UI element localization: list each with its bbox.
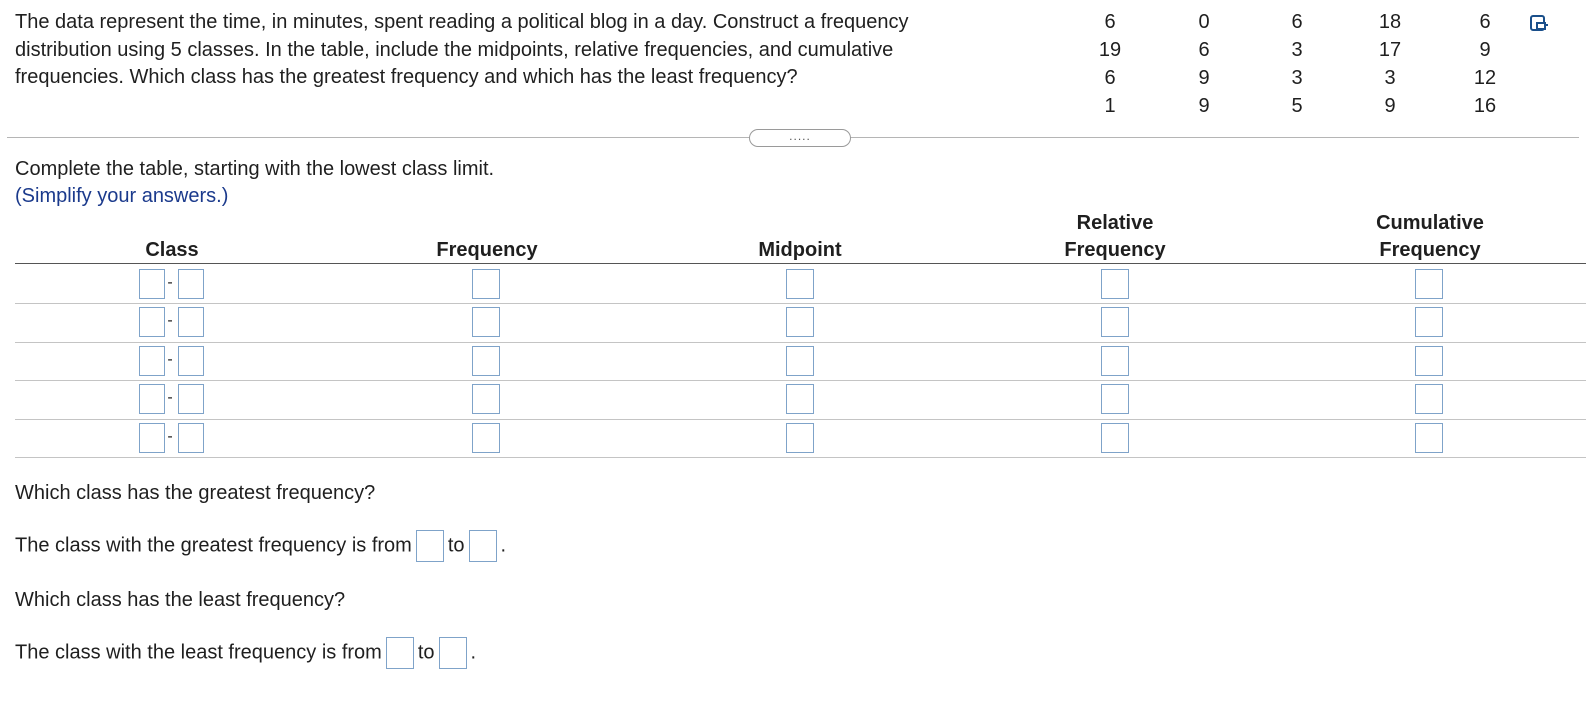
problem-statement	[15, 9, 1015, 92]
class-separator: -	[167, 351, 173, 368]
midpoint-input[interactable]	[786, 346, 814, 376]
data-value: 6	[1104, 11, 1116, 33]
cumulative-frequency-input[interactable]	[1415, 384, 1443, 414]
frequency-input[interactable]	[472, 384, 500, 414]
data-value: 19	[1098, 39, 1122, 61]
data-value: 16	[1473, 95, 1497, 117]
relative-frequency-input[interactable]	[1101, 269, 1129, 299]
data-column-1	[1080, 8, 1140, 120]
cumulative-frequency-input[interactable]	[1415, 307, 1443, 337]
data-value: 6	[1291, 11, 1303, 33]
class-lower-limit-input[interactable]	[139, 423, 165, 453]
cumulative-frequency-input[interactable]	[1415, 423, 1443, 453]
least-answer-line	[15, 637, 476, 669]
data-value: 17	[1378, 39, 1402, 61]
data-column-4	[1360, 8, 1420, 120]
least-question: Which class has the least frequency?	[15, 589, 346, 611]
header-frequency: Frequency	[436, 239, 538, 261]
data-value: 6	[1104, 67, 1116, 89]
data-value: 6	[1198, 39, 1210, 61]
header-relative-line-1: Relative	[1076, 212, 1154, 234]
greatest-answer-prefix: The class with the greatest frequency is from	[15, 534, 412, 557]
data-value: 9	[1198, 67, 1210, 89]
row-divider	[15, 380, 1586, 381]
row-divider	[15, 303, 1586, 304]
greatest-terminator: .	[500, 534, 507, 557]
class-upper-limit-input[interactable]	[178, 269, 204, 299]
problem-line-2: distribution using 5 classes. In the table, include the midpoints, relative frequencies, and cumulative	[15, 38, 894, 61]
class-lower-limit-input[interactable]	[139, 384, 165, 414]
class-separator: -	[167, 428, 173, 445]
data-value: 3	[1291, 39, 1303, 61]
greatest-class-lower-input[interactable]	[416, 530, 444, 562]
instruction-block	[15, 156, 494, 210]
class-separator: -	[167, 274, 173, 291]
data-value: 9	[1198, 95, 1210, 117]
header-relative-frequency	[1040, 210, 1190, 264]
cumulative-frequency-input[interactable]	[1415, 346, 1443, 376]
class-lower-limit-input[interactable]	[139, 346, 165, 376]
midpoint-input[interactable]	[786, 307, 814, 337]
instruction-text: Complete the table, starting with the lowest class limit.	[15, 158, 495, 180]
data-column-3	[1267, 8, 1327, 120]
problem-line-1: The data represent the time, in minutes, spent reading a political blog in a day. Construct a frequency	[15, 11, 909, 33]
midpoint-input[interactable]	[786, 384, 814, 414]
midpoint-input[interactable]	[786, 269, 814, 299]
greatest-connector: to	[447, 534, 465, 557]
frequency-input[interactable]	[472, 423, 500, 453]
data-value: 18	[1378, 11, 1402, 33]
greatest-class-upper-input[interactable]	[469, 530, 497, 562]
data-value: 5	[1291, 95, 1303, 117]
relative-frequency-input[interactable]	[1101, 384, 1129, 414]
header-midpoint: Midpoint	[758, 239, 842, 261]
class-lower-limit-input[interactable]	[139, 307, 165, 337]
frequency-input[interactable]	[472, 269, 500, 299]
class-separator: -	[167, 312, 173, 329]
header-cumulative-line-2: Frequency	[1379, 239, 1481, 261]
row-divider	[15, 342, 1586, 343]
least-terminator: .	[470, 641, 477, 664]
class-upper-limit-input[interactable]	[178, 384, 204, 414]
data-value: 9	[1384, 95, 1396, 117]
instruction-hint: (Simplify your answers.)	[15, 185, 229, 207]
greatest-question: Which class has the greatest frequency?	[15, 482, 376, 504]
least-answer-prefix: The class with the least frequency is from	[15, 641, 382, 664]
row-divider	[15, 457, 1586, 458]
relative-frequency-input[interactable]	[1101, 307, 1129, 337]
frequency-input[interactable]	[472, 346, 500, 376]
problem-line-3: frequencies. Which class has the greatest frequency and which has the least frequency?	[15, 66, 798, 88]
data-values-grid	[1070, 8, 1510, 120]
data-value: 3	[1291, 67, 1303, 89]
greatest-answer-line	[15, 530, 506, 562]
cumulative-frequency-input[interactable]	[1415, 269, 1443, 299]
data-column-5	[1455, 8, 1515, 120]
data-value: 9	[1479, 39, 1491, 61]
header-cumulative-line-1: Cumulative	[1376, 212, 1484, 234]
header-relative-line-2: Frequency	[1064, 239, 1166, 261]
row-divider	[15, 419, 1586, 420]
class-upper-limit-input[interactable]	[178, 307, 204, 337]
midpoint-input[interactable]	[786, 423, 814, 453]
data-value: 3	[1384, 67, 1396, 89]
data-value: 1	[1104, 95, 1116, 117]
class-lower-limit-input[interactable]	[139, 269, 165, 299]
least-connector: to	[417, 641, 435, 664]
data-value: 0	[1198, 11, 1210, 33]
data-value: 12	[1473, 67, 1497, 89]
class-upper-limit-input[interactable]	[178, 346, 204, 376]
least-class-lower-input[interactable]	[386, 637, 414, 669]
class-upper-limit-input[interactable]	[178, 423, 204, 453]
relative-frequency-input[interactable]	[1101, 346, 1129, 376]
relative-frequency-input[interactable]	[1101, 423, 1129, 453]
table-header-rule	[15, 263, 1586, 264]
least-class-upper-input[interactable]	[439, 637, 467, 669]
data-column-2	[1174, 8, 1234, 120]
class-separator: -	[167, 389, 173, 406]
print-icon[interactable]	[1528, 13, 1550, 35]
header-cumulative-frequency	[1350, 210, 1510, 264]
data-value: 6	[1479, 11, 1491, 33]
header-class: Class	[145, 239, 199, 261]
expand-data-button[interactable]: .....	[749, 129, 851, 147]
frequency-input[interactable]	[472, 307, 500, 337]
